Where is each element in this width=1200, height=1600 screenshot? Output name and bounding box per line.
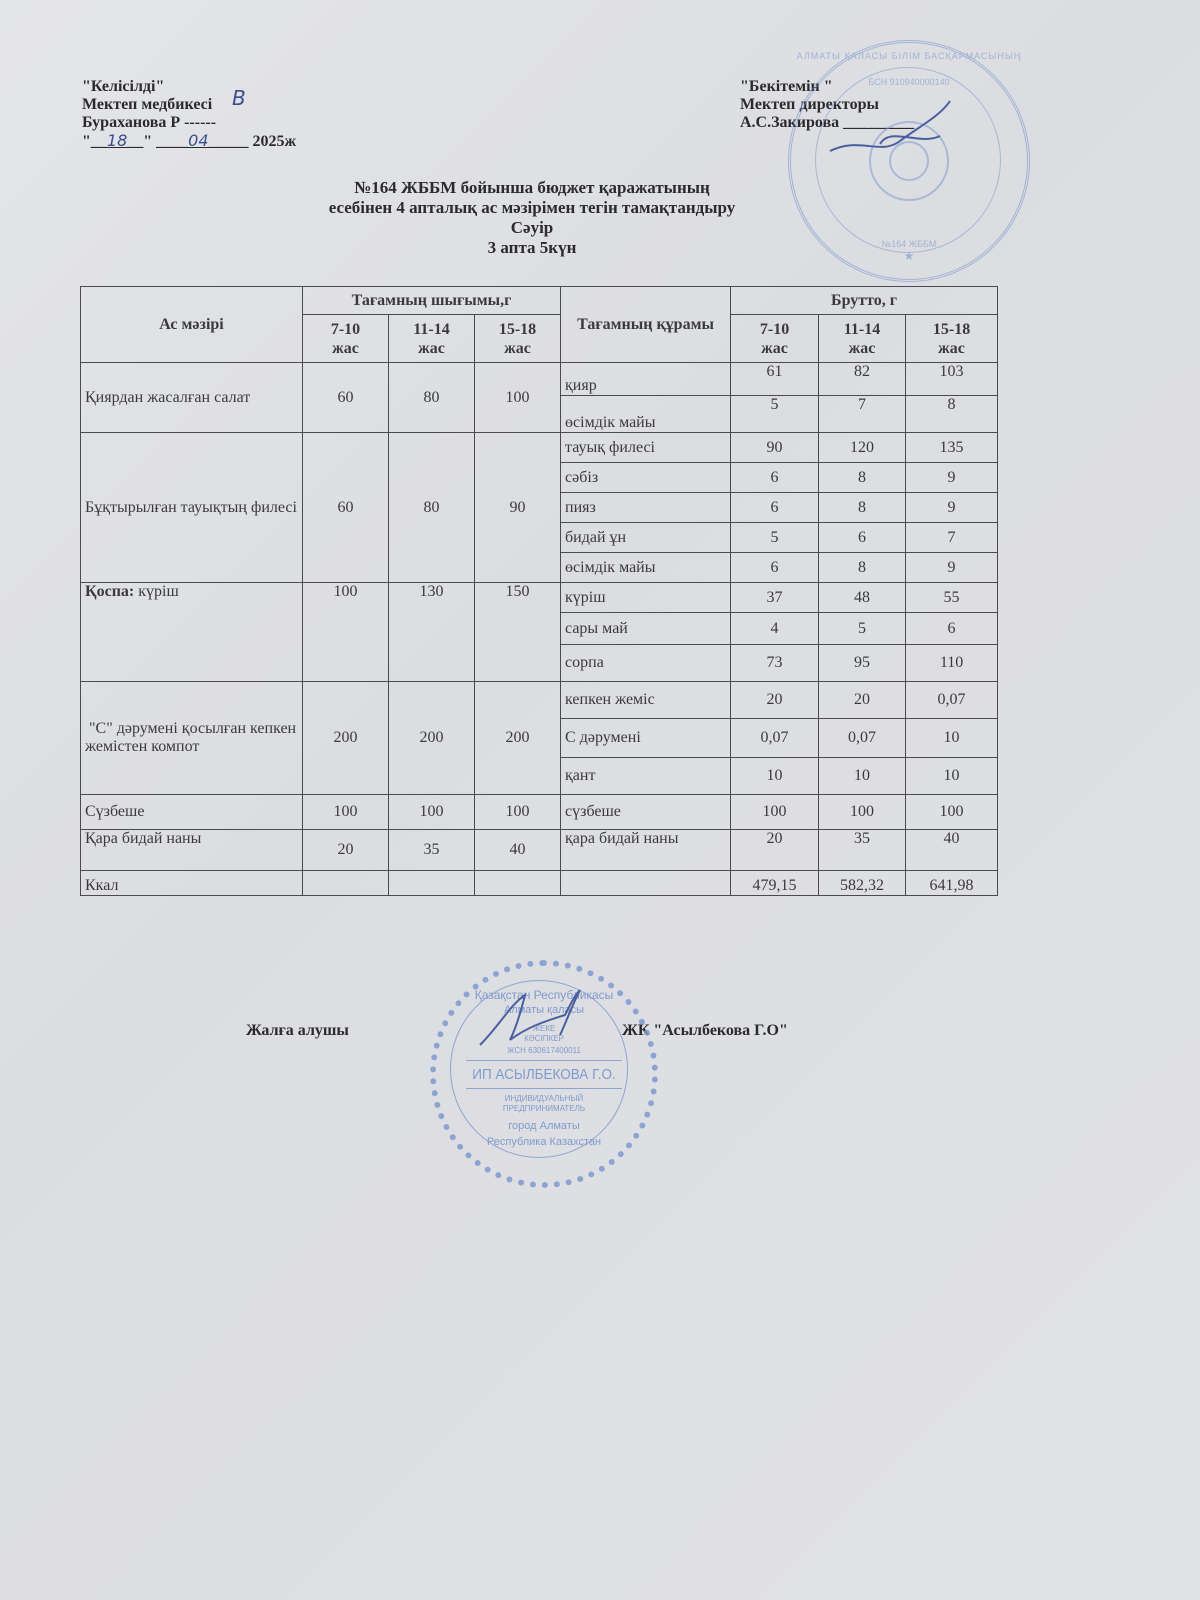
dish-yield: 150 [475, 583, 561, 682]
ingredient-brutto: 100 [906, 795, 998, 830]
ingredient-brutto: 20 [731, 830, 819, 871]
doc-title-line2: есебінен 4 апталық ас мәзірімен тегін тамақтандыру [328, 198, 736, 217]
ingredient-brutto: 48 [819, 583, 906, 613]
ingredient-brutto: 0,07 [906, 682, 998, 719]
ingredient-brutto: 55 [906, 583, 998, 613]
stamp-iin: ЖСН 630617400011 [507, 1046, 581, 1055]
ingredient-brutto: 10 [906, 758, 998, 795]
stamp-ring-text: АЛМАТЫ ҚАЛАСЫ БІЛІМ БАСҚАРМАСЫНЫҢ [796, 51, 1022, 61]
approved-label: "Бекітемін " [740, 78, 833, 95]
ingredient-brutto: 8 [819, 553, 906, 583]
ingredient-brutto: 40 [906, 830, 998, 871]
ingredient-brutto: 110 [906, 645, 998, 682]
ingredient-brutto: 100 [731, 795, 819, 830]
ingredient-brutto: 135 [906, 433, 998, 463]
ingredient-brutto: 9 [906, 463, 998, 493]
ingredient-brutto: 37 [731, 583, 819, 613]
dish-name: "С" дәрумені қосылған кепкен жемістен компот [81, 682, 303, 795]
ingredient-brutto: 100 [819, 795, 906, 830]
ingredient-name: қара бидай наны [561, 830, 731, 871]
dish-yield: 40 [475, 830, 561, 871]
ingredient-name: бидай ұн [561, 523, 731, 553]
ingredient-brutto: 6 [731, 493, 819, 523]
director-name: А.С.Закирова __________ [740, 114, 914, 131]
header-brutto-age-3: 15-18 жас [906, 315, 998, 363]
ingredient-brutto: 73 [731, 645, 819, 682]
ingredient-brutto: 82 [819, 363, 906, 396]
dish-yield: 100 [475, 795, 561, 830]
dish-yield: 200 [303, 682, 389, 795]
header-composition: Тағамның құрамы [561, 287, 731, 363]
ingredient-brutto: 90 [731, 433, 819, 463]
dish-yield: 100 [389, 795, 475, 830]
ingredient-brutto: 35 [819, 830, 906, 871]
dish-name: Қоспа: күріш [81, 583, 303, 682]
dish-yield: 20 [303, 830, 389, 871]
ingredient-brutto: 10 [731, 758, 819, 795]
dish-yield: 100 [475, 363, 561, 433]
director-signature [820, 96, 960, 166]
stamp-inner-text: №164 ЖББМ [881, 239, 937, 249]
ingredient-brutto: 5 [819, 613, 906, 645]
ingredient-name: өсімдік майы [561, 396, 731, 433]
dish-yield: 100 [303, 583, 389, 682]
table-row [81, 830, 998, 871]
doc-week-day: 3 апта 5күн [487, 238, 577, 257]
dish-yield: 80 [389, 433, 475, 583]
dish-name: Бұқтырылған тауықтың филесі [81, 433, 303, 583]
ingredient-name: тауық филесі [561, 433, 731, 463]
ingredient-brutto: 10 [819, 758, 906, 795]
table-row [81, 363, 998, 396]
dish-yield: 60 [303, 433, 389, 583]
stamp-city: Алматы қаласы [503, 1004, 585, 1016]
menu-table [80, 286, 998, 896]
handwritten-day: 18 [106, 131, 128, 150]
ingredient-name: сүзбеше [561, 795, 731, 830]
dish-yield: 100 [303, 795, 389, 830]
ingredient-brutto: 8 [819, 463, 906, 493]
stamp-bin: БСН 910940000140 [868, 77, 950, 87]
ingredient-brutto: 8 [906, 396, 998, 433]
doc-month: Сәуір [510, 218, 554, 237]
ingredient-brutto: 61 [731, 363, 819, 396]
header-brutto: Брутто, г [731, 287, 998, 315]
header-brutto-age-1: 7-10 жас [731, 315, 819, 363]
stamp-country: Қазақстан Республикасы [474, 988, 614, 1002]
nurse-signature: B [232, 86, 246, 110]
ingredient-brutto: 10 [906, 719, 998, 758]
entrepreneur-signature [470, 985, 590, 1055]
agreed-label: "Келісілді" [82, 78, 165, 95]
total-kcal: 582,32 [819, 871, 906, 896]
header-menu: Ас мәзірі [81, 287, 303, 363]
ingredient-brutto: 6 [906, 613, 998, 645]
table-row [81, 682, 998, 719]
header-yield-age-1: 7-10 жас [303, 315, 389, 363]
ingredient-brutto: 7 [819, 396, 906, 433]
approval-date: "__18__" ____04_____ 2025ж [82, 131, 297, 150]
ingredient-brutto: 0,07 [819, 719, 906, 758]
dish-yield: 200 [475, 682, 561, 795]
ingredient-brutto: 0,07 [731, 719, 819, 758]
dish-yield: 80 [389, 363, 475, 433]
table-row [81, 583, 998, 613]
ingredient-name: күріш [561, 583, 731, 613]
ingredient-brutto: 9 [906, 493, 998, 523]
star-icon: ★ [903, 249, 915, 263]
entrepreneur-name: ЖК "Асылбекова Г.О" [622, 1022, 788, 1039]
ingredient-brutto: 5 [731, 396, 819, 433]
ingredient-brutto: 95 [819, 645, 906, 682]
ingredient-name: қияр [561, 363, 731, 396]
dish-name: Сүзбеше [81, 795, 303, 830]
ingredient-name: сары май [561, 613, 731, 645]
doc-title-line1: №164 ЖББМ бойынша бюджет қаражатының [354, 178, 710, 197]
ingredient-brutto: 20 [731, 682, 819, 719]
ingredient-brutto: 8 [819, 493, 906, 523]
ingredient-brutto: 6 [731, 463, 819, 493]
entrepreneur-stamp: Қазақстан Республикасы Алматы қаласы ЖЕКЕ КӘСІПКЕР ЖСН 630617400011 ИП АСЫЛБЕКОВА Г.О. ИНДИВИДУАЛЬНЫЙ ПРЕДПРИНИМАТЕЛЬ город Алматы Республика Казахстан [430, 960, 658, 1188]
dish-name: Қиярдан жасалған салат [81, 363, 303, 433]
header-yield-age-2: 11-14 жас [389, 315, 475, 363]
ingredient-name: кепкен жеміс [561, 682, 731, 719]
header-yield-age-3: 15-18 жас [475, 315, 561, 363]
header-brutto-age-2: 11-14 жас [819, 315, 906, 363]
total-kcal: 479,15 [731, 871, 819, 896]
total-label: Ккал [81, 871, 303, 896]
ingredient-name: пияз [561, 493, 731, 523]
dish-yield: 200 [389, 682, 475, 795]
ingredient-brutto: 103 [906, 363, 998, 396]
total-row [81, 871, 998, 896]
dish-name: Қара бидай наны [81, 830, 303, 871]
handwritten-month: 04 [188, 131, 209, 150]
ingredient-name: қант [561, 758, 731, 795]
ingredient-brutto: 6 [731, 553, 819, 583]
table-row [81, 795, 998, 830]
ingredient-name: сәбіз [561, 463, 731, 493]
nurse-role: Мектеп медбикесі [82, 96, 213, 113]
dish-yield: 130 [389, 583, 475, 682]
ingredient-brutto: 120 [819, 433, 906, 463]
total-kcal: 641,98 [906, 871, 998, 896]
dish-yield: 35 [389, 830, 475, 871]
ingredient-brutto: 4 [731, 613, 819, 645]
ingredient-brutto: 5 [731, 523, 819, 553]
table-row [81, 433, 998, 463]
approval-left-block [82, 78, 296, 151]
ingredient-brutto: 6 [819, 523, 906, 553]
nurse-name: Бураханова Р ------ [82, 114, 217, 131]
tenant-label: Жалға алушы [246, 1022, 349, 1039]
director-role: Мектеп директоры [740, 96, 879, 113]
dish-yield: 60 [303, 363, 389, 433]
ingredient-brutto: 7 [906, 523, 998, 553]
dish-yield: 90 [475, 433, 561, 583]
ingredient-brutto: 9 [906, 553, 998, 583]
ingredient-name: өсімдік майы [561, 553, 731, 583]
ingredient-name: сорпа [561, 645, 731, 682]
header-yield: Тағамның шығымы,г [303, 287, 561, 315]
ingredient-name: С дәрумені [561, 719, 731, 758]
stamp-main-name: ИП АСЫЛБЕКОВА Г.О. [472, 1066, 616, 1083]
ingredient-brutto: 20 [819, 682, 906, 719]
